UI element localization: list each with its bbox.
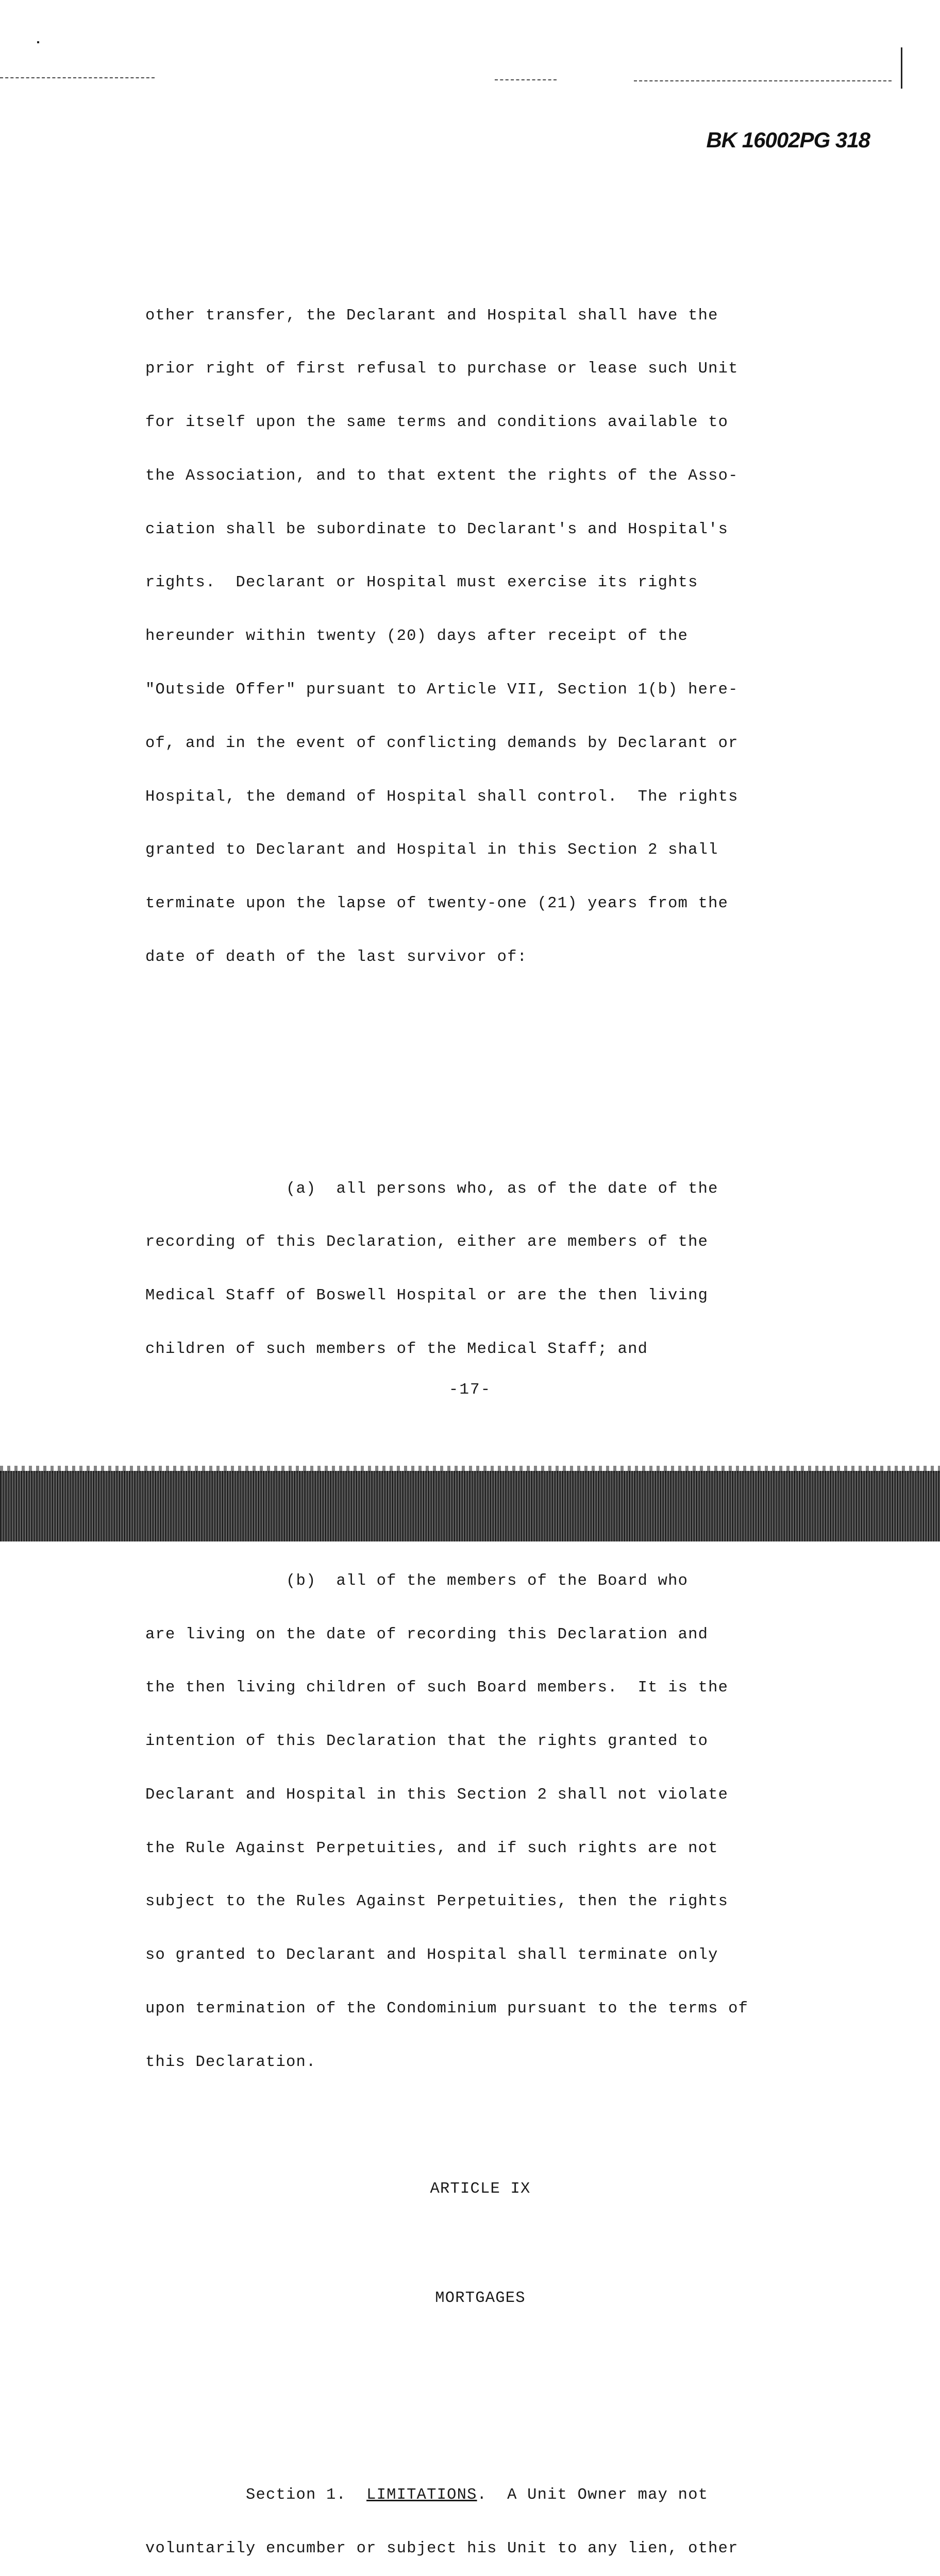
text-line: the then living children of such Board members. It is the [145,1679,729,1697]
text-line: the Rule Against Perpetuities, and if such rights are not [145,1839,718,1857]
text-line: hereunder within twenty (20) days after receipt of the [145,628,689,646]
scan-artifact-corner-mark [901,47,902,89]
text-line: recording of this Declaration, either are members of the [145,1233,709,1251]
article-number: ARTICLE IX [430,2180,531,2198]
text-line: Hospital, the demand of Hospital shall control. The rights [145,788,738,806]
text-line: are living on the date of recording this Declaration and [145,1625,709,1643]
text-line: the Association, and to that extent the rights of the Asso- [145,467,738,485]
page-number: -17- [448,1381,492,1399]
text-line: voluntarily encumber or subject his Unit to any lien, other [145,2539,738,2557]
paragraph-right-of-first-refusal [145,271,815,1002]
text-line: (a) all persons who, as of the date of the [145,1180,718,1198]
text-line: for itself upon the same terms and conditions available to [145,414,729,432]
text-line: this Declaration. [145,2053,316,2071]
clause-a [145,1144,815,1394]
section-1-heading: LIMITATIONS [366,2486,477,2504]
text-line: intention of this Declaration that the rights granted to [145,1733,709,1751]
text-line: ciation shall be subordinate to Declarant's and Hospital's [145,520,729,538]
text-line: rights. Declarant or Hospital must exercise its rights [145,574,698,592]
text-line: Declarant and Hospital in this Section 2 shall not violate [145,1786,729,1804]
text-line: date of death of the last survivor of: [145,948,528,966]
text-line: of, and in the event of conflicting demands by Declarant or [145,734,738,752]
text-line: (b) all of the members of the Board who [145,1572,689,1590]
section-1-limitations [145,2451,815,2576]
scan-artifact-top-left [0,77,155,78]
text-line: granted to Declarant and Hospital in this Section 2 shall [145,841,718,859]
scan-artifact-top-right [634,80,892,81]
text-line: children of such members of the Medical Staff; and [145,1341,648,1358]
section-1-prefix: Section 1. [145,2486,367,2504]
text-line: other transfer, the Declarant and Hospital shall have the [145,307,718,325]
section-1-first-line [145,2486,815,2504]
text-line: so granted to Declarant and Hospital shall terminate only [145,1946,718,1964]
text-line: terminate upon the lapse of twenty-one (21) years from the [145,895,729,913]
article-title: MORTGAGES [435,2289,526,2307]
clause-b [145,1537,815,2107]
scan-artifact-bottom-band [0,1471,940,1541]
text-line: Medical Staff of Boswell Hospital or are the then living [145,1287,709,1305]
text-line: subject to the Rules Against Perpetuities, then the rights [145,1893,729,1911]
scan-artifact-top-mid [495,79,557,80]
scan-artifact-dot [37,41,39,43]
text-line: upon termination of the Condominium pursuant to the terms of [145,1999,749,2018]
section-1-first-line-rest: . A Unit Owner may not [477,2486,709,2504]
book-page-reference: BK 16002PG 318 [706,128,870,152]
text-line: "Outside Offer" pursuant to Article VII, Section 1(b) here- [145,681,738,699]
text-line: prior right of first refusal to purchase or lease such Unit [145,360,738,378]
